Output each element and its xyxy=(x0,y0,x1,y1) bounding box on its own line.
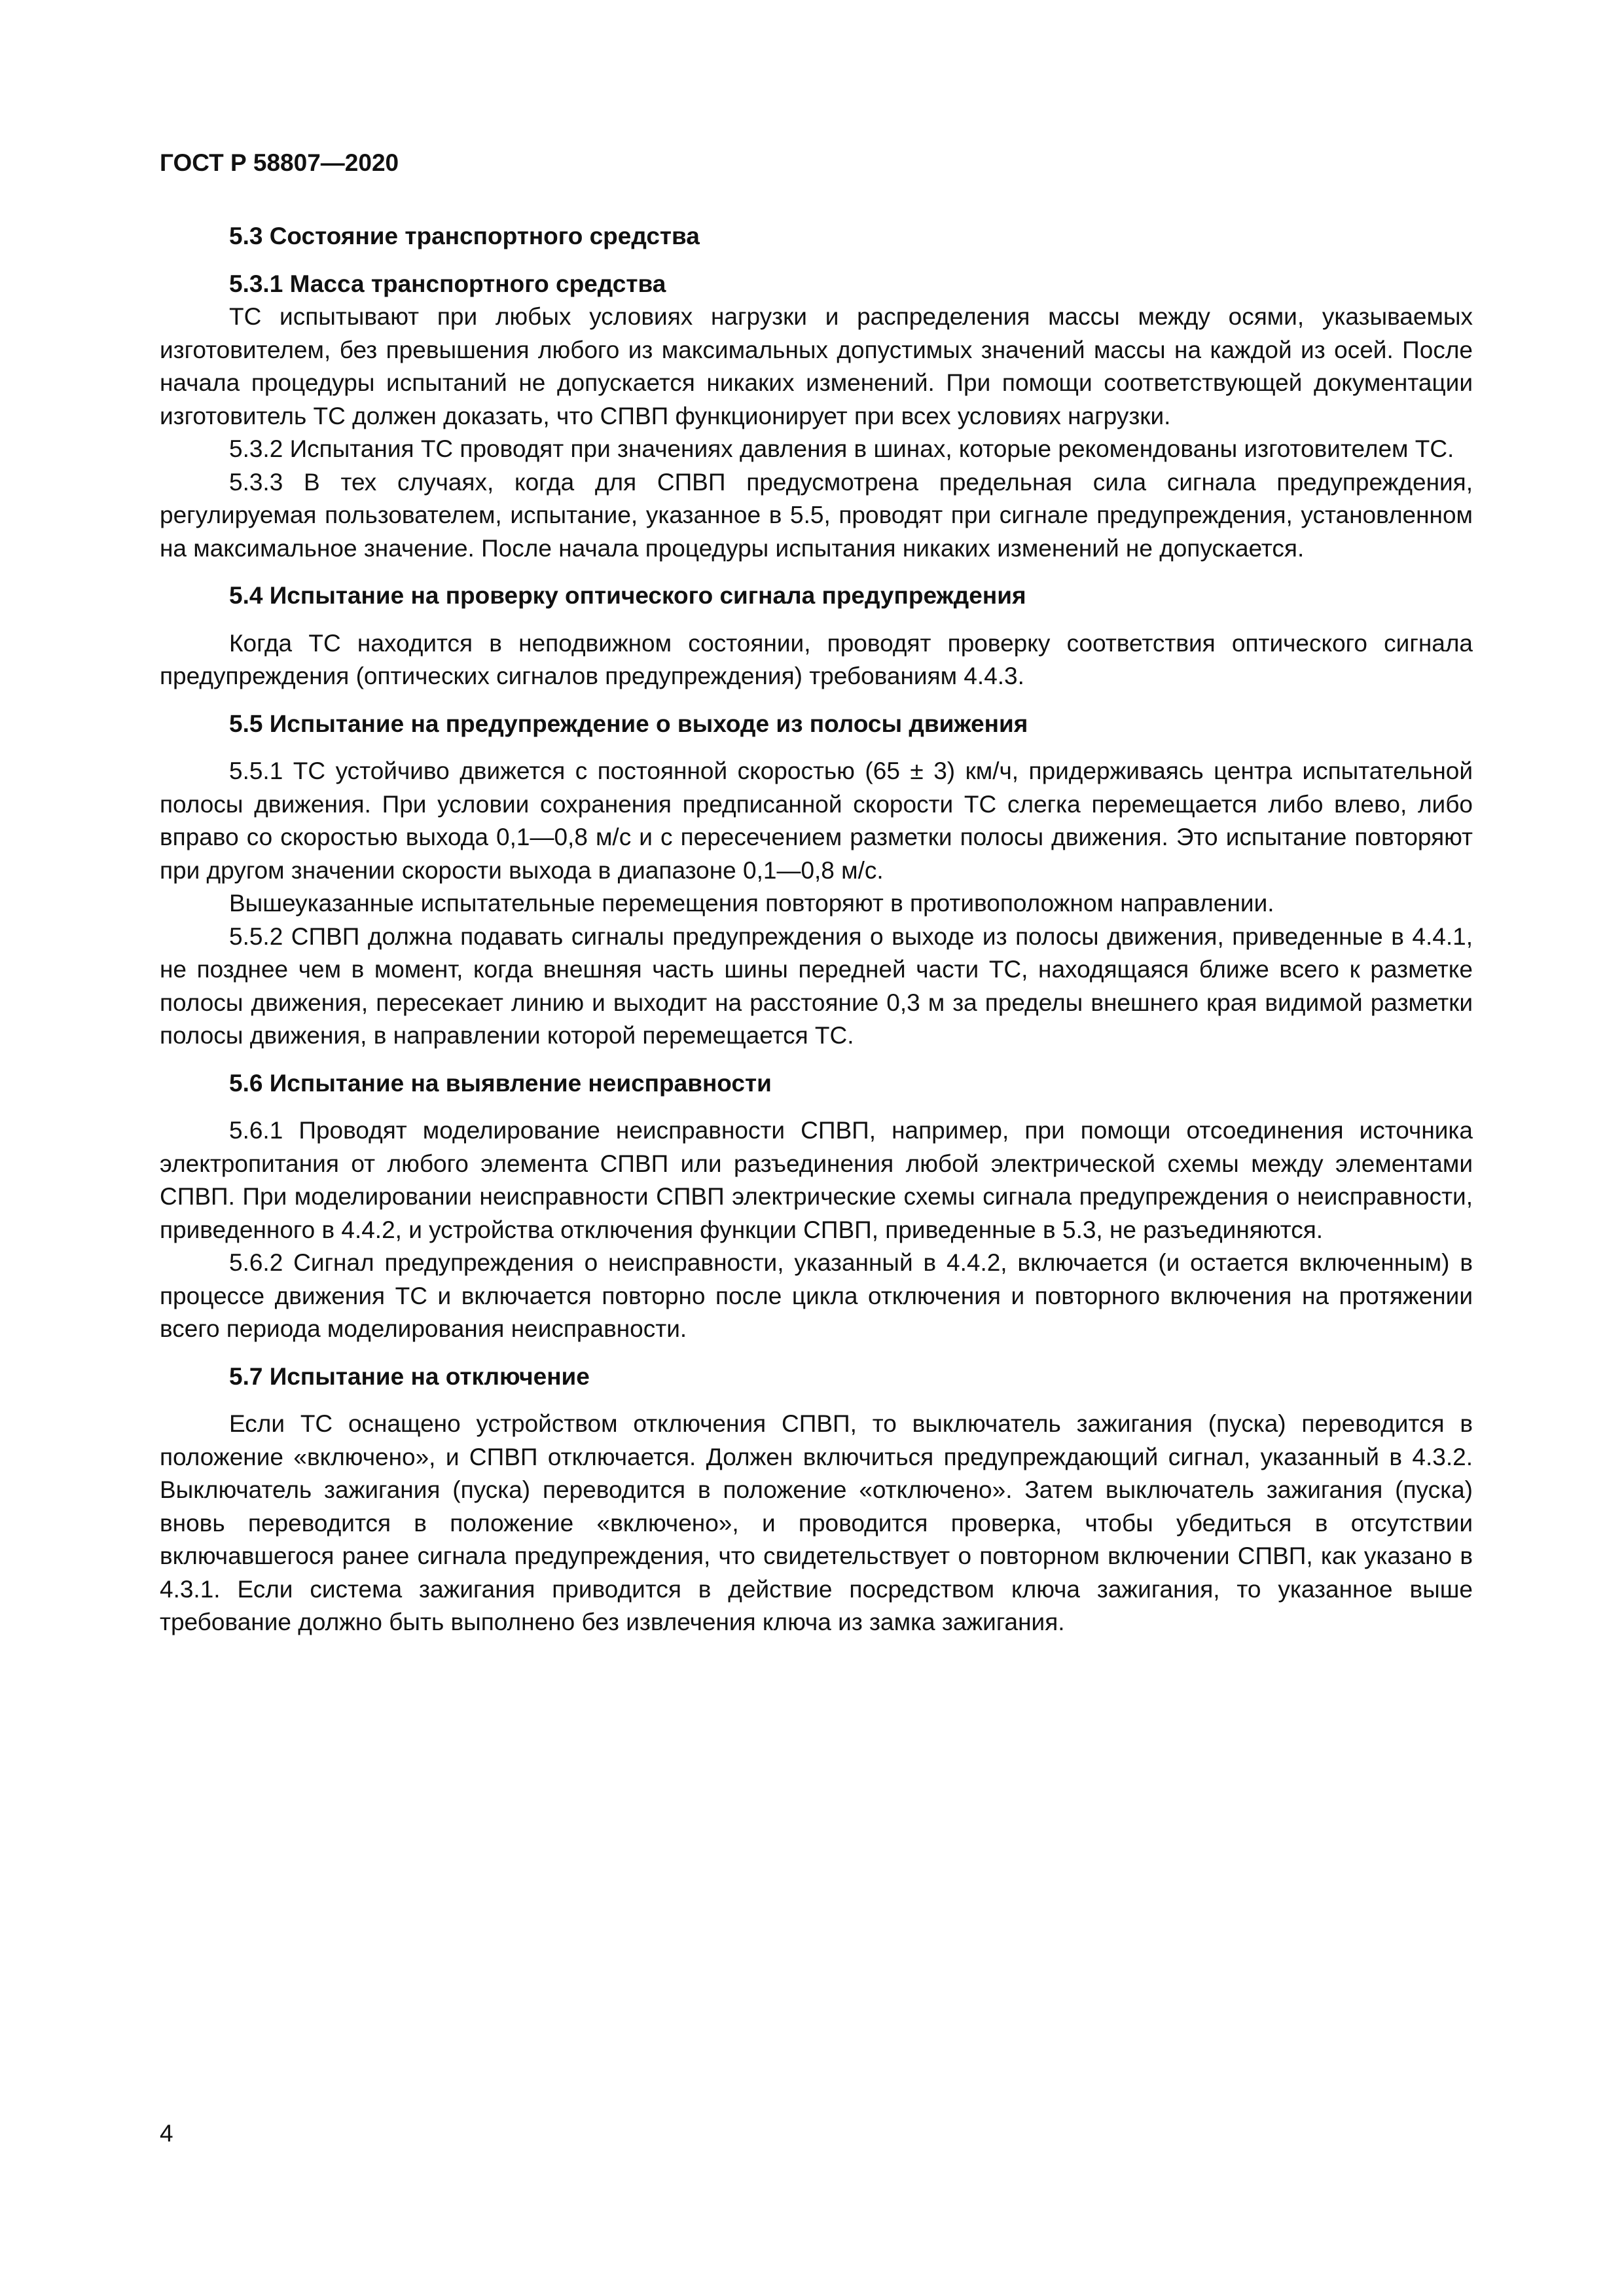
section-5-5-repeat-text: Вышеуказанные испытательные перемещения повторяют в противоположном направлении. xyxy=(229,890,1274,917)
section-5-5-2-text: 5.5.2 СПВП должна подавать сигналы предупреждения о выходе из полосы движения, приведенные в 4.4.1, не позднее чем в момент, когда внешняя часть шины передней части ТС, находящаяся ближе всего к разметке полосы движения, пересекает линию и выходит на расстояние 0,3 м за пределы внешнего края видимой разметки полосы движения, в направлении которой перемещается ТС. xyxy=(160,922,1473,1049)
section-5-4 xyxy=(160,579,1473,693)
section-5-3-3-text: 5.3.3 В тех случаях, когда для СПВП предусмотрена предельная сила сигнала предупреждения, регулируемая пользователем, испытание, указанное в 5.5, проводят при сигнале предупреждения, установленном на максимальное значение. После начала процедуры испытания никаких изменений не допускается. xyxy=(160,468,1473,562)
section-5-7-text: Если ТС оснащено устройством отключения СПВП, то выключатель зажигания (пуска) переводится в положение «включено», и СПВП отключается. Должен включиться предупреждающий сигнал, указанный в 4.3.2. Выключатель зажигания (пуска) переводится в положение «отключено». Затем выключатель зажигания (пуска) вновь переводится в положение «включено», и проводится проверка, чтобы убедиться в отсутствии включавшегося ранее сигнала предупреждения, что свидетельствует о повторном включении СПВП, как указано в 4.3.1. Если система зажигания приводится в действие посредством ключа зажигания, то указанное выше требование должно быть выполнено без извлечения ключа из замка зажигания. xyxy=(160,1410,1473,1635)
section-5-5 xyxy=(160,708,1473,1053)
section-5-7 xyxy=(160,1360,1473,1639)
section-5-6-title: 5.6 Испытание на выявление неисправности xyxy=(229,1069,772,1097)
section-5-6-2-text: 5.6.2 Сигнал предупреждения о неисправности, указанный в 4.4.2, включается (и остается включенным) в процессе движения ТС и включается повторно после цикла отключения и повторного включения на протяжении всего периода моделирования неисправности. xyxy=(160,1249,1473,1342)
section-5-4-text: Когда ТС находится в неподвижном состоянии, проводят проверку соответствия оптического сигнала предупреждения (оптических сигналов предупреждения) требованиям 4.4.3. xyxy=(160,629,1473,689)
section-5-5-1-text: 5.5.1 ТС устойчиво движется с постоянной скоростью (65 ± 3) км/ч, придерживаясь центра испытательной полосы движения. При условии сохранения предписанной скорости ТС слегка перемещается либо влево, либо вправо со скоростью выхода 0,1—0,8 м/с и с пересечением разметки полосы движения. Это испытание повторяют при другом значении скорости выхода в диапазоне 0,1—0,8 м/с. xyxy=(160,757,1473,884)
standard-designation: ГОСТ Р 58807—2020 xyxy=(160,149,399,176)
document-page xyxy=(160,0,1473,2296)
document-body xyxy=(160,220,1473,1639)
section-5-6 xyxy=(160,1067,1473,1346)
section-5-3-title: 5.3 Состояние транспортного средства xyxy=(229,223,700,249)
section-5-6-1-text: 5.6.1 Проводят моделирование неисправности СПВП, например, при помощи отсоединения источника электропитания от любого элемента СПВП или разъединения любой электрической схемы между элементами СПВП. При моделировании неисправности СПВП электрические схемы сигнала предупреждения о неисправности, приведенного в 4.4.2, и устройства отключения функции СПВП, приведенные в 5.3, не разъединяются. xyxy=(160,1117,1473,1243)
section-5-5-title: 5.5 Испытание на предупреждение о выходе из полосы движения xyxy=(229,710,1028,737)
section-5-7-title: 5.7 Испытание на отключение xyxy=(229,1362,590,1390)
section-5-3 xyxy=(160,220,1473,565)
section-5-3-2-text: 5.3.2 Испытания ТС проводят при значениях давления в шинах, которые рекомендованы изготовителем ТС. xyxy=(229,435,1454,462)
section-5-3-1-text: ТС испытывают при любых условиях нагрузки и распределения массы между осями, указываемых изготовителем, без превышения любого из максимальных допустимых значений массы на каждой из осей. После начала процедуры испытаний не допускается никаких изменений. При помощи соответствующей документации изготовитель ТС должен доказать, что СПВП функционирует при всех условиях нагрузки. xyxy=(160,303,1473,429)
page-number: 4 xyxy=(160,2120,173,2147)
section-5-4-title: 5.4 Испытание на проверку оптического сигнала предупреждения xyxy=(229,582,1026,609)
section-5-3-1-title: 5.3.1 Масса транспортного средства xyxy=(229,270,666,297)
